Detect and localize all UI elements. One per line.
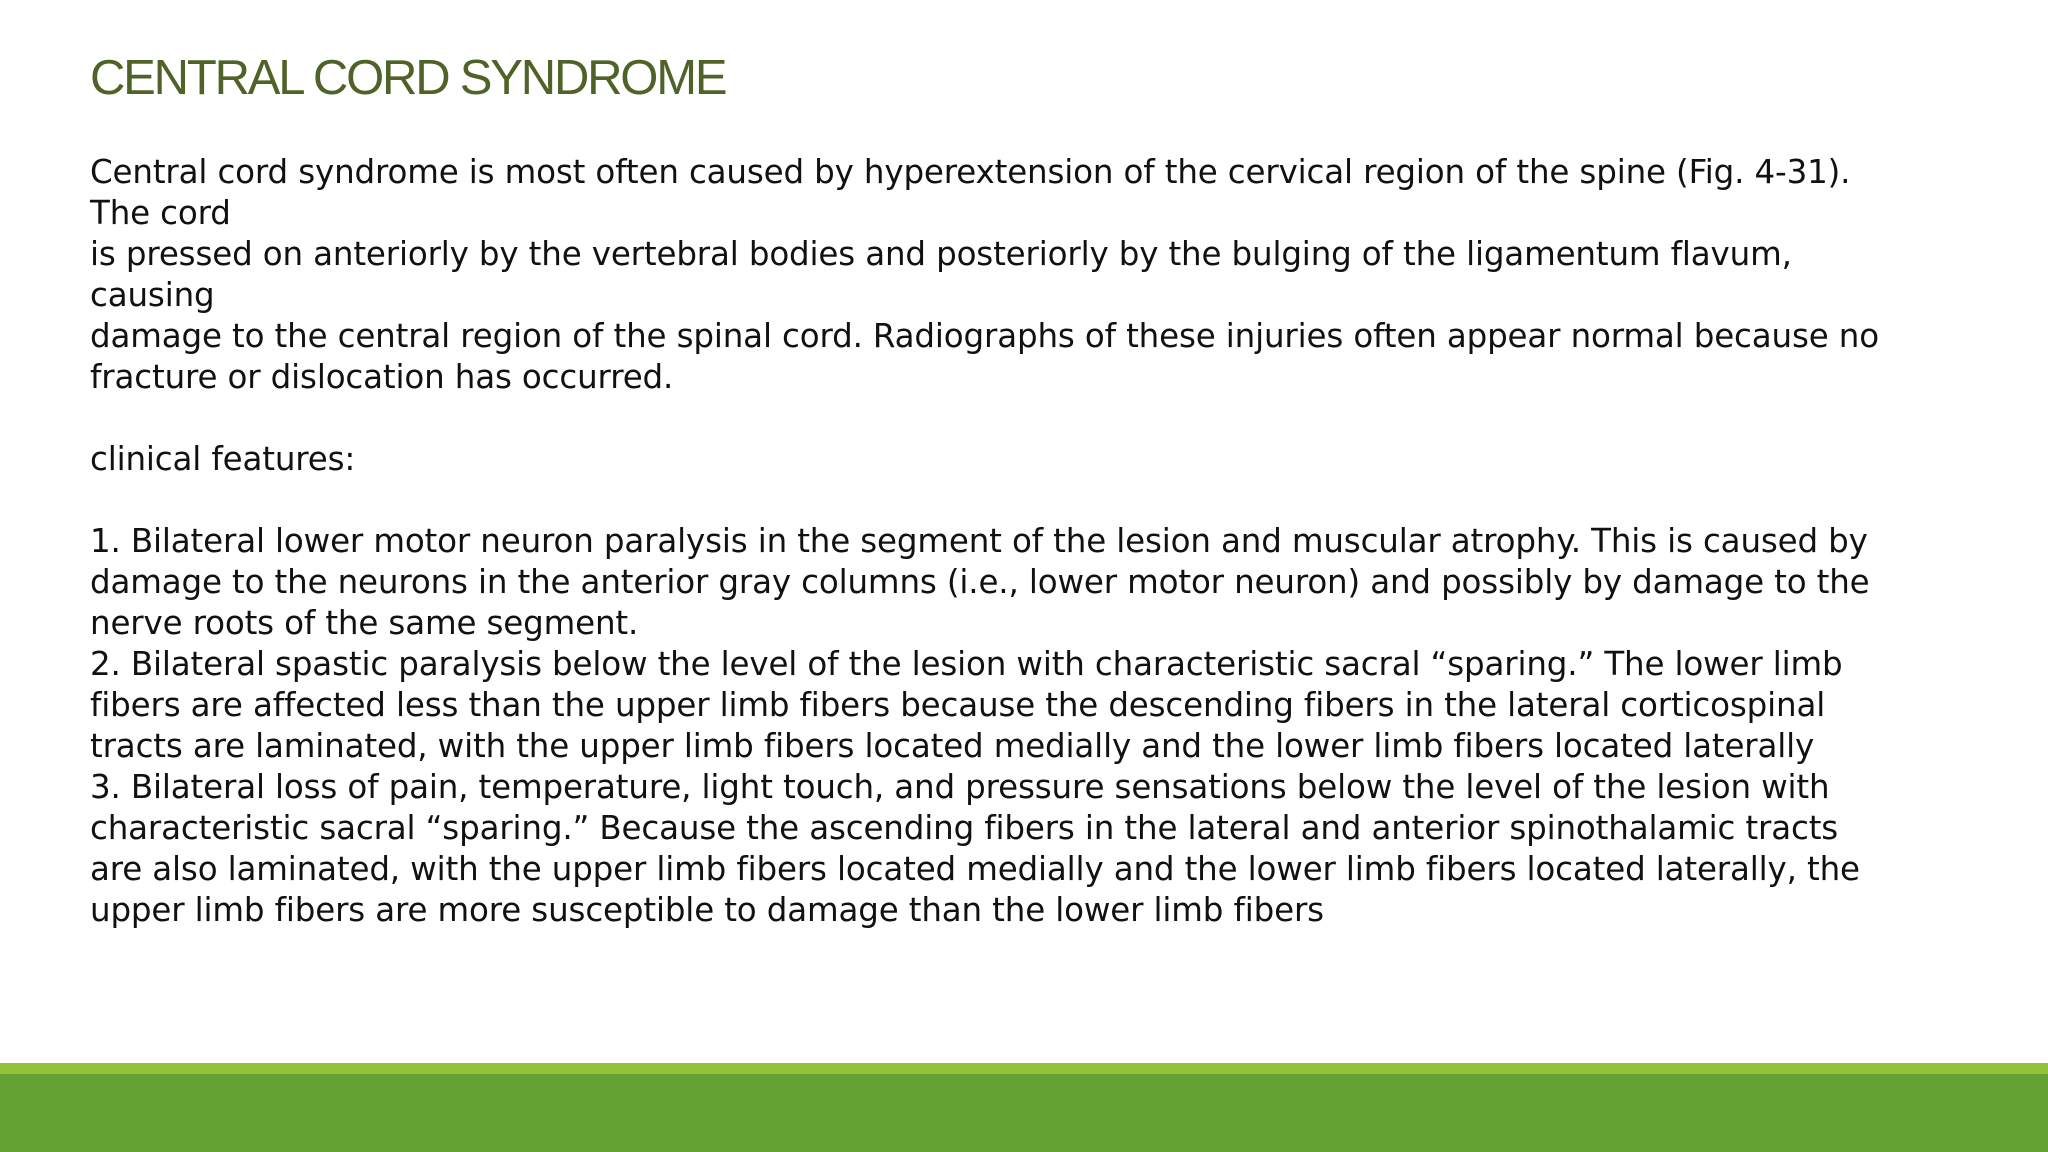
feature-line: 3. Bilateral loss of pain, temperature, light touch, and pressure sensations below the level of the lesion with [90, 768, 1830, 806]
slide-body [90, 152, 2020, 931]
intro-line: Central cord syndrome is most often caused by hyperextension of the cervical region of the spine (Fig. 4-31). [90, 153, 1851, 191]
feature-line: upper limb fibers are more susceptible to damage than the lower limb fibers [90, 891, 1324, 929]
blank-line [90, 398, 2020, 439]
feature-line: are also laminated, with the upper limb fibers located medially and the lower limb fibers located laterally, the [90, 850, 1860, 888]
slide-title: CENTRAL CORD SYNDROME [90, 51, 726, 105]
intro-line: damage to the central region of the spinal cord. Radiographs of these injuries often appear normal because no [90, 317, 1879, 355]
intro-line: is pressed on anteriorly by the vertebral bodies and posteriorly by the bulging of the ligamentum flavum, [90, 235, 1792, 273]
feature-line: characteristic sacral “sparing.” Because the ascending fibers in the lateral and anterior spinothalamic tracts [90, 809, 1839, 847]
feature-line: tracts are laminated, with the upper limb fibers located medially and the lower limb fibers located laterally [90, 727, 1815, 765]
footer-bar [0, 1074, 2048, 1152]
feature-line: damage to the neurons in the anterior gray columns (i.e., lower motor neuron) and possibly by damage to the [90, 563, 1870, 601]
intro-line: fracture or dislocation has occurred. [90, 358, 674, 396]
feature-line: nerve roots of the same segment. [90, 604, 639, 642]
footer-accent-stripe [0, 1063, 2048, 1074]
clinical-features-heading: clinical features: [90, 440, 356, 478]
feature-line: 2. Bilateral spastic paralysis below the level of the lesion with characteristic sacral “sparing.” The lower limb [90, 645, 1843, 683]
feature-line: fibers are affected less than the upper limb fibers because the descending fibers in the lateral corticospinal [90, 686, 1826, 724]
blank-line [90, 480, 2020, 521]
intro-line: The cord [90, 194, 231, 232]
feature-line: 1. Bilateral lower motor neuron paralysis in the segment of the lesion and muscular atrophy. This is caused by [90, 522, 1868, 560]
intro-line: causing [90, 276, 215, 314]
